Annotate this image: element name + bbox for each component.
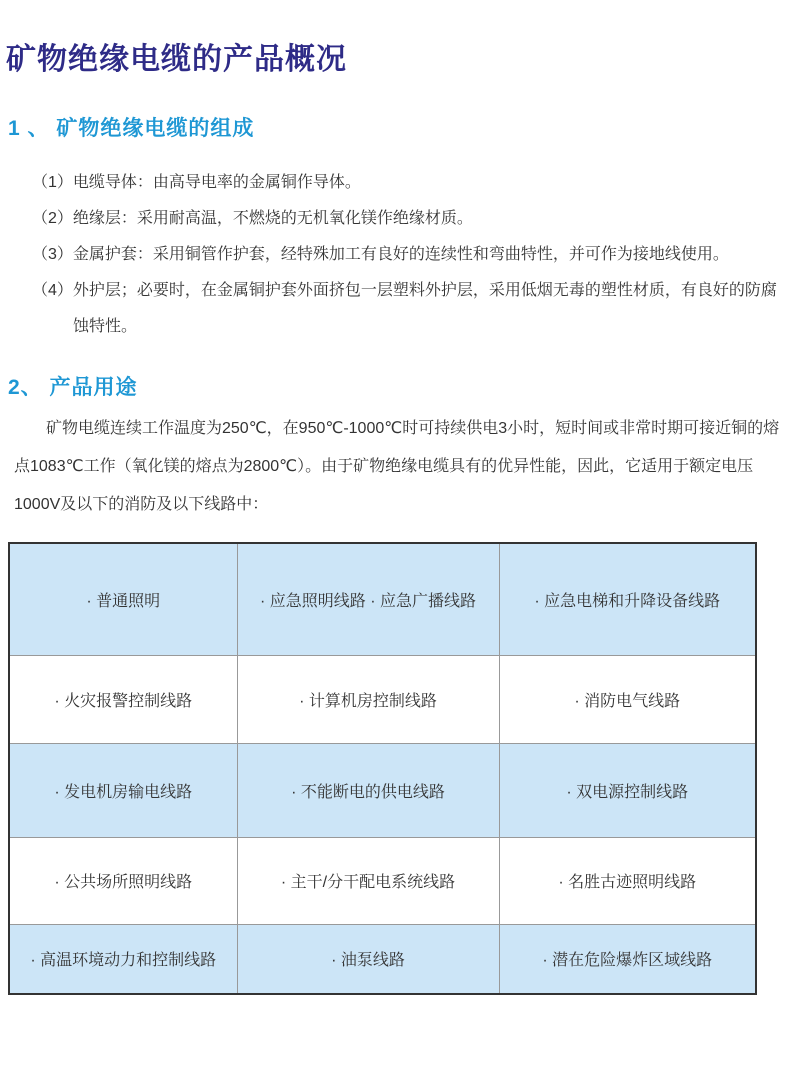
composition-list [0, 165, 794, 345]
table-cell: · 潜在危险爆炸区域线路 [499, 924, 756, 994]
composition-item-2: （2）绝缘层：采用耐高温，不燃烧的无机氧化镁作绝缘材质。 [32, 210, 473, 227]
table-cell: · 应急电梯和升降设备线路 [499, 543, 756, 655]
table-cell: · 公共场所照明线路 [9, 837, 237, 924]
table-cell: · 油泵线路 [237, 924, 499, 994]
table-row [9, 543, 756, 655]
composition-item-3: （3）金属护套：采用铜管作护套，经特殊加工有良好的连续性和弯曲特性，并可作为接地线使用。 [32, 246, 729, 263]
usage-paragraph: 矿物电缆连续工作温度为250℃，在950℃-1000℃时可持续供电3小时，短时间或非常时期可接近铜的熔点1083℃工作（氧化镁的熔点为2800℃）。由于矿物绝缘电缆具有的优异性能，因此，它适用于额定电压1000V及以下的消防及以下线路中： [14, 420, 780, 513]
table-cell: · 主干/分干配电系统线路 [237, 837, 499, 924]
table-cell: · 普通照明 [9, 543, 237, 655]
page-title: 矿物绝缘电缆的产品概况 [6, 43, 347, 76]
table-cell: · 发电机房输电线路 [9, 743, 237, 837]
table-cell: · 消防电气线路 [499, 655, 756, 743]
table-row [9, 837, 756, 924]
table-row [9, 655, 756, 743]
composition-item-4: （4）外护层；必要时，在金属铜护套外面挤包一层塑料外护层，采用低烟无毒的塑性材质，有良好的防腐蚀特性。 [32, 282, 777, 335]
section-heading-composition: 1 、 矿物绝缘电缆的组成 [8, 117, 255, 140]
usage-table [8, 542, 757, 995]
table-cell: · 火灾报警控制线路 [9, 655, 237, 743]
section-heading-usage: 2、 产品用途 [8, 376, 138, 399]
composition-item-1: （1）电缆导体：由高导电率的金属铜作导体。 [32, 174, 361, 191]
table-cell: · 双电源控制线路 [499, 743, 756, 837]
table-row [9, 924, 756, 994]
table-cell: · 不能断电的供电线路 [237, 743, 499, 837]
table-cell: · 计算机房控制线路 [237, 655, 499, 743]
table-cell: · 高温环境动力和控制线路 [9, 924, 237, 994]
table-row [9, 743, 756, 837]
table-cell: · 应急照明线路 · 应急广播线路 [237, 543, 499, 655]
table-cell: · 名胜古迹照明线路 [499, 837, 756, 924]
